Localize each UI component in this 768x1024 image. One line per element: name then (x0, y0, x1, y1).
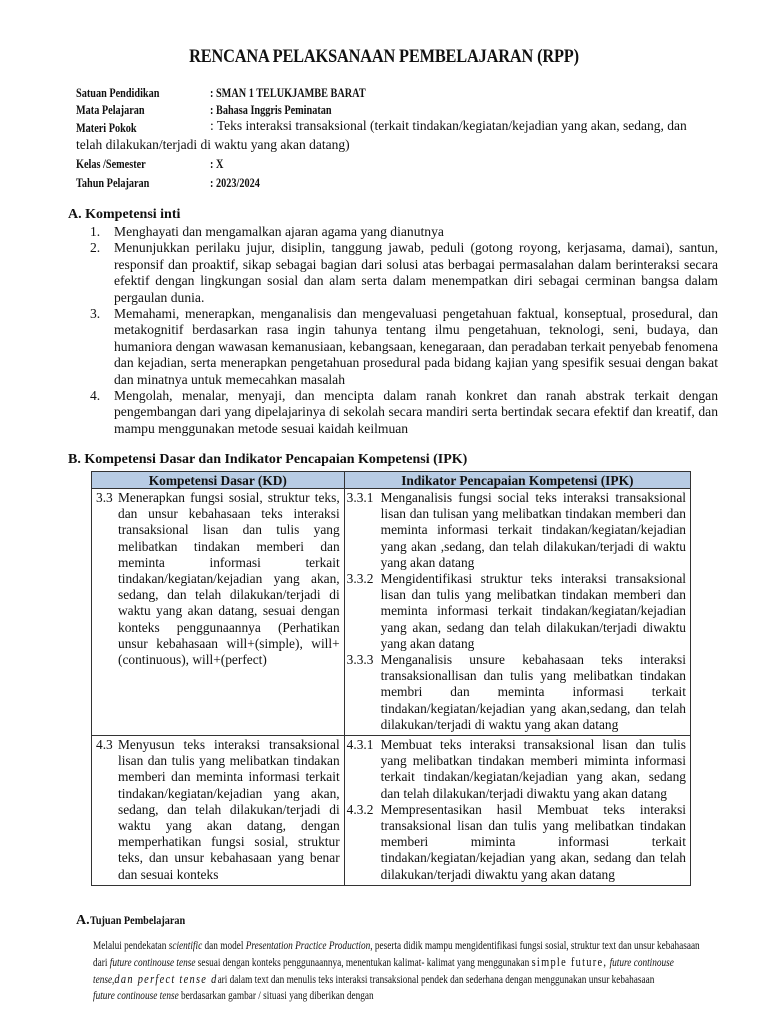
ipk-text: Membuat teks interaksi transaksional lisan dan tulis yang melibatkan tindakan memberi miminta informasi terkait tindakan/kegiatan/kejadian yang akan, sedang dan telah dilakukan/terjadi diwaktu yang akan datang (380, 737, 686, 801)
ipk-entry (346, 801, 686, 883)
meta-label: Tahun Pelajaran (76, 176, 150, 190)
page-title: RENCANA PELAKSANAAN PEMBELAJARAN (RPP) (189, 46, 579, 67)
tujuan-text: Melalui pendekatan (93, 939, 169, 952)
kd-cell (92, 489, 345, 736)
ipk-cell (344, 489, 690, 736)
tujuan-spaced: dan perfect tense d (114, 971, 218, 986)
tujuan-italic: Presentation Practice Production (245, 939, 371, 952)
meta-value: : 2023/2024 (210, 176, 260, 190)
tujuan-italic: future continouse tense (109, 956, 196, 969)
tujuan-line (93, 954, 674, 971)
meta-materi-value-cont: telah dilakukan/terjadi di waktu yang akan datang) (76, 137, 350, 152)
ipk-entry (346, 571, 686, 652)
list-item (90, 306, 718, 388)
table-header-row (92, 472, 691, 489)
ipk-code: 3.3.2 (346, 571, 374, 587)
ipk-entry (346, 652, 686, 733)
list-text: Menunjukkan perilaku jujur, disiplin, tanggung jawab, peduli (gotong royong, kerjasama, damai), santun, responsif dan proaktif, sikap sebagai bagian dari solusi atas berbagai permasalahan dalam berinteraksi secara efektif dengan lingkungan sosial dan alam serta dalam menempatkan diri sebagai cerminan bangsa dalam pergaulan dunia. (114, 240, 718, 305)
meta-value: : Bahasa Inggris Peminatan (210, 103, 332, 117)
tujuan-italic: future continouse tense (93, 989, 179, 1002)
tujuan-text: , peserta didik mampu mengidentifikasi fungsi sosial, struktur text dan unsur kebahasaan (370, 939, 700, 952)
kd-entry (96, 737, 340, 883)
list-number: 1. (90, 224, 101, 239)
kd-cell (92, 736, 345, 886)
ipk-entry (346, 490, 686, 571)
ipk-text: Menganalisis fungsi social teks interaksi transaksional lisan dan tulisan yang melibatkan tindakan memberi dan meminta informasi terkait tindakan/kegiatan/kejadian yang akan ,sedang, dan telah dilakukan/terjadi di waktu yang akan datang (380, 490, 686, 570)
meta-label: Mata Pelajaran (76, 103, 145, 117)
tujuan-line (93, 938, 700, 954)
list-item (90, 388, 718, 437)
list-number: 4. (90, 388, 101, 404)
list-text: Menghayati dan mengamalkan ajaran agama yang dianutnya (114, 224, 444, 239)
table-row (92, 489, 691, 736)
ipk-text: Mempresentasikan hasil Membuat teks interaksi transaksional lisan dan tulis yang melibatkan tindakan memberi miminta informasi terkait tindakan/kegiatan/kejadian yang akan, sedang dan telah dilakukan/terjadi diwaktu yang akan datang (380, 801, 686, 882)
section-a-heading: A. Kompetensi inti (68, 207, 181, 222)
table-row (92, 736, 691, 886)
kd-text: Menerapkan fungsi sosial, struktur teks, dan unsur kebahasaan teks interaksi transaksional lisan dan tulis yang melibatkan tindakan memberi dan meminta informasi terkait tindakan/kegiatan/kejadian yang akan, sedang, dan telah dilakukan/terjadi di waktu yang akan datang, sesuai dengan konteks penggunaannya (Perhatikan unsur kebahasaan will+(simple), will+ (continuous), will+(perfect) (118, 490, 340, 668)
tujuan-text: sesuai dengan konteks penggunaannya, menentukan kalimat- kalimat yang menggunakan (195, 956, 532, 969)
column-header-ipk: Indikator Pencapaian Kompetensi (IPK) (344, 472, 690, 489)
tujuan-heading (76, 913, 202, 929)
tujuan-italic: tense, (93, 973, 115, 986)
tujuan-text: dan model (202, 939, 246, 952)
tujuan-text: dari (93, 956, 110, 969)
ipk-code: 4.3.1 (346, 737, 374, 753)
tujuan-italic: future continouse (607, 956, 674, 969)
meta-value: : X (210, 157, 224, 171)
tujuan-spaced: simple future, (531, 954, 608, 969)
ipk-text: Menganalisis unsure kebahasaan teks interaksi transaksionallisan dan tulis yang melibatkan tindakan membri dan meminta informasi terkait tindakan/kegiatan/kejadian yang akan,sedang, dan telah dilakukan/terjadi di waktu yang akan datang (380, 652, 686, 732)
column-header-kd: Kompetensi Dasar (KD) (92, 472, 345, 489)
tujuan-line (93, 988, 597, 1004)
meta-label: Satuan Pendidikan (76, 86, 160, 100)
ipk-code: 3.3.1 (346, 490, 374, 505)
tujuan-text: berdasarkan gambar / situasi yang diberikan dengan (178, 989, 374, 1002)
meta-materi-value: : Teks interaksi transaksional (terkait tindakan/kegiatan/kejadian yang akan, sedang, dan (210, 118, 687, 133)
meta-label: Materi Pokok (76, 121, 137, 135)
ipk-entry (346, 737, 686, 802)
ipk-code: 3.3.3 (346, 652, 374, 668)
ipk-cell (344, 736, 690, 886)
kd-code: 3.3 (96, 490, 113, 505)
tujuan-line (93, 971, 655, 988)
section-b-heading: B. Kompetensi Dasar dan Indikator Pencapaian Kompetensi (IPK) (68, 452, 468, 467)
meta-label: Kelas /Semester (76, 157, 146, 171)
tujuan-text: ari dalam text dan menulis teks interaksi transaksional pendek dan sederhana dengan menggunakan unsur kebahasaan (217, 973, 655, 986)
kd-entry (96, 490, 340, 668)
ipk-code: 4.3.2 (346, 801, 374, 817)
tujuan-paragraph (93, 938, 723, 1004)
tujuan-heading-letter: A. (76, 913, 90, 928)
list-item (90, 224, 718, 240)
list-item (90, 240, 718, 306)
list-number: 2. (90, 240, 101, 256)
kd-text: Menyusun teks interaksi transaksional lisan dan tulis yang melibatkan tindakan memberi dan meminta informasi terkait tindakan/kegiatan/kejadian yang akan, sedang, dan telah dilakukan/terjadi di waktu yang akan datang, dengan memperhatikan fungsi sosial, struktur teks, dan unsur kebahasaan yang benar dan sesuai konteks (118, 737, 340, 882)
tujuan-heading-text: Tujuan Pembelajaran (89, 913, 185, 927)
kompetensi-inti-list (90, 224, 718, 437)
list-text: Mengolah, menalar, menyaji, dan mencipta dalam ranah konkret dan ranah abstrak terkait dengan pengembangan dari yang dipelajarinya di sekolah secara mandiri serta bertindak secara efektif dan kreatif, dan mampu menggunakan metode sesuai kaidah keilmuan (114, 388, 718, 436)
meta-value: : SMAN 1 TELUKJAMBE BARAT (210, 86, 366, 100)
list-text: Memahami, menerapkan, menganalisis dan mengevaluasi pengetahuan faktual, konseptual, prosedural, dan metakognitif berdasarkan rasa ingin tahunya tentang ilmu pengetahuan, teknologi, seni, budaya, dan humaniora dengan wawasan kemanusiaan, kebangsaan, kenegaraan, dan peradaban terkait penyebab fenomena dan kejadian, serta menerapkan pengetahuan prosedural pada bidang kajian yang spesifik sesuai dengan bakat dan minatnya untuk memecahkan masalah (114, 306, 718, 387)
tujuan-italic: scientific (168, 939, 203, 952)
kd-code: 4.3 (96, 737, 113, 753)
list-number: 3. (90, 306, 101, 322)
kd-ipk-table (91, 471, 691, 886)
ipk-text: Mengidentifikasi struktur teks interaksi transaksional lisan dan tulis yang melibatkan tindakan memberi dan meminta informasi terkait tindakan/kegiatan/kejadian yang akan, sedang dan telah dilakukan/terjadi diwaktu yang akan datang (380, 571, 686, 651)
